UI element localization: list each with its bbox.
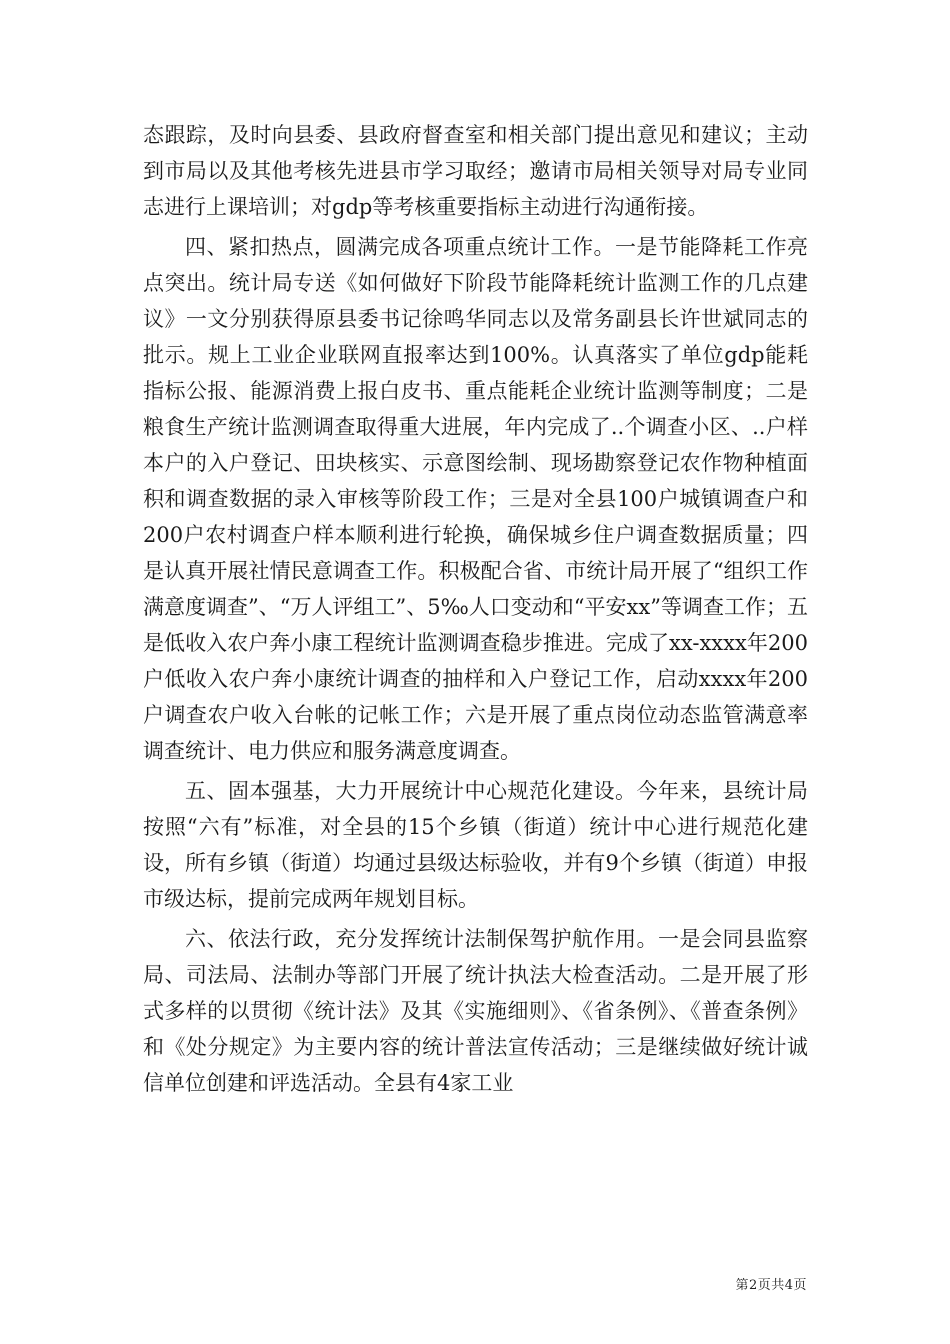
- paragraph-section-six: 六、依法行政，充分发挥统计法制保驾护航作用。一是会同县监察局、司法局、法制办等部门开展了统计执法大检查活动。二是开展了形式多样的以贯彻《统计法》及其《实施细则》、《省条例》、《普查条例》和《处分规定》为主要内容的统计普法宣传活动；三是继续做好统计诚信单位创建和评选活动。全县有4家工业: [143, 927, 808, 1095]
- paragraph-section-five: 五、固本强基，大力开展统计中心规范化建设。今年来，县统计局按照“六有”标准，对全县的15个乡镇（街道）统计中心进行规范化建设，所有乡镇（街道）均通过县级达标验收，并有9个乡镇（街道）申报市级达标，提前完成两年规划目标。: [143, 779, 808, 911]
- paragraph-continuation: 态跟踪，及时向县委、县政府督查室和相关部门提出意见和建议；主动到市局以及其他考核先进县市学习取经；邀请市局相关领导对局专业同志进行上课培训；对gdp等考核重要指标主动进行沟通衔接。: [143, 123, 808, 219]
- paragraph-section-four: 四、紧扣热点，圆满完成各项重点统计工作。一是节能降耗工作亮点突出。统计局专送《如何做好下阶段节能降耗统计监测工作的几点建议》一文分别获得原县委书记徐鸣华同志以及常务副县长许世斌同志的批示。规上工业企业联网直报率达到100%。认真落实了单位gdp能耗指标公报、能源消费上报白皮书、重点能耗企业统计监测等制度；二是粮食生产统计监测调查取得重大进展，年内完成了..个调查小区、..户样本户的入户登记、田块核实、示意图绘制、现场勘察登记农作物种植面积和调查数据的录入审核等阶段工作；三是对全县100户城镇调查户和200户农村调查户样本顺利进行轮换，确保城乡住户调查数据质量；四是认真开展社情民意调查工作。积极配合省、市统计局开展了“组织工作满意度调查”、“万人评组工”、5‰人口变动和“平安xx”等调查工作；五是低收入农户奔小康工程统计监测调查稳步推进。完成了xx-xxxx年200户低收入农户奔小康统计调查的抽样和入户登记工作，启动xxxx年200户调查农户收入台帐的记帐工作；六是开展了重点岗位动态监管满意率调查统计、电力供应和服务满意度调查。: [143, 235, 808, 763]
- document-body: [143, 117, 808, 1105]
- page-number-footer: 第2页共4页: [735, 1278, 807, 1293]
